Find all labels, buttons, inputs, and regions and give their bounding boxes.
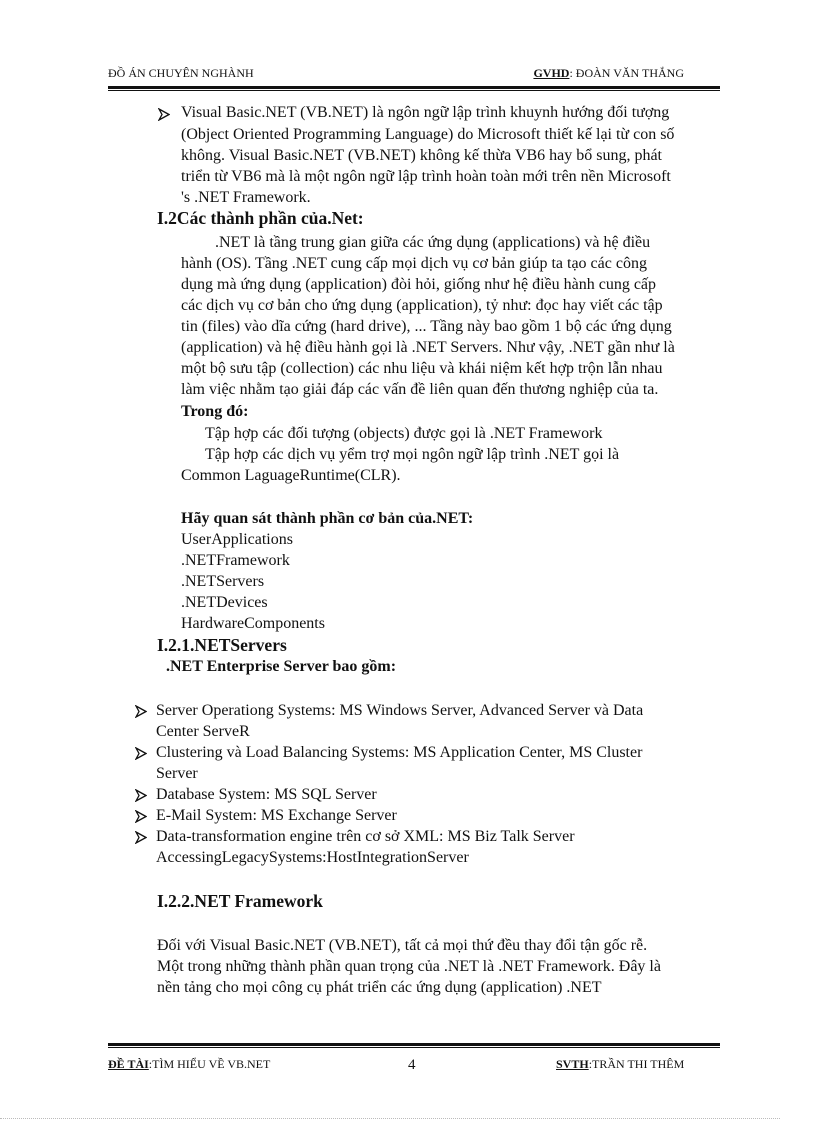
paragraph-line: dụng mà ứng dụng (application) đòi hỏi, giống như hệ điều hành cung cấp (181, 276, 657, 293)
trong-do-label: Trong đó: (181, 403, 249, 420)
header-project-title: ĐỒ ÁN CHUYÊN NGHÀNH (108, 66, 254, 80)
intro-line: 's .NET Framework. (181, 189, 311, 206)
page-number: 4 (408, 1057, 416, 1073)
footer-student-label: SVTH (556, 1057, 589, 1071)
trong-do-line: Common LaguageRuntime(CLR). (181, 467, 401, 484)
header-divider (108, 86, 720, 91)
footer-topic-label: ĐỀ TÀI (108, 1057, 149, 1071)
server-bullet-line: AccessingLegacySystems:HostIntegrationServer (156, 849, 469, 866)
server-bullet-line: Clustering và Load Balancing Systems: MS Application Center, MS Cluster (156, 744, 643, 761)
footer-student (556, 1057, 684, 1072)
server-bullet-line: E-Mail System: MS Exchange Server (156, 807, 397, 824)
arrowhead-bullet-icon (135, 705, 147, 718)
component-item: .NETServers (181, 573, 265, 590)
footer-divider (108, 1043, 720, 1048)
servers-subheading: .NET Enterprise Server bao gồm: (166, 658, 397, 675)
server-bullet-line: Server (156, 765, 198, 782)
server-bullet-line: Center ServeR (156, 723, 250, 740)
trong-do-line: Tập hợp các đối tượng (objects) được gọi là .NET Framework (205, 425, 603, 442)
framework-paragraph-line: Một trong những thành phần quan trọng của .NET là .NET Framework. Đây là (157, 958, 661, 975)
arrowhead-bullet-icon (135, 747, 147, 760)
page-edge-marker (0, 1118, 780, 1119)
server-bullet-line: Data-transformation engine trên cơ sở XML: MS Biz Talk Server (156, 828, 575, 845)
paragraph-line: .NET là tầng trung gian giữa các ứng dụng (applications) và hệ điều (215, 234, 651, 251)
framework-paragraph-line: nền tảng cho mọi công cụ phát triển các ứng dụng (application) .NET (157, 979, 602, 996)
trong-do-line: Tập hợp các dịch vụ yểm trợ mọi ngôn ngữ lập trình .NET gọi là (205, 446, 620, 463)
paragraph-line: các dịch vụ cơ bản cho ứng dụng (application), tỷ như: đọc hay viết các tập (181, 297, 663, 314)
footer-topic (108, 1057, 270, 1072)
observe-label: Hãy quan sát thành phần cơ bản của.NET: (181, 510, 474, 527)
section-heading-1-2: I.2Các thành phần của.Net: (157, 208, 364, 228)
footer-student-name: :TRẦN THI THÊM (588, 1057, 685, 1071)
arrowhead-bullet-icon (158, 108, 170, 121)
paragraph-line: (application) và hệ điều hành gọi là .NET Servers. Như vậy, .NET gần như là (181, 339, 675, 356)
paragraph-line: hành (OS). Tầng .NET cung cấp mọi dịch vụ cơ bản giúp ta tạo các công (181, 255, 647, 272)
component-item: UserApplications (181, 531, 293, 548)
header-supervisor (533, 66, 684, 81)
header-supervisor-name: : ĐOÀN VĂN THẮNG (569, 66, 684, 80)
paragraph-line: tin (files) vào dĩa cứng (hard drive), ... Tầng này bao gồm 1 bộ các ứng dụng (181, 318, 672, 335)
arrowhead-bullet-icon (135, 810, 147, 823)
section-heading-1-2-2: I.2.2.NET Framework (157, 891, 323, 911)
header-supervisor-label: GVHD (533, 66, 570, 80)
framework-paragraph-line: Đối với Visual Basic.NET (VB.NET), tất cả mọi thứ đều thay đổi tận gốc rễ. (157, 937, 648, 954)
section-heading-1-2-1: I.2.1.NETServers (157, 635, 287, 655)
footer-topic-value: :TÌM HIỂU VỀ VB.NET (148, 1057, 271, 1071)
component-item: .NETFramework (181, 552, 290, 569)
intro-line: Visual Basic.NET (VB.NET) là ngôn ngữ lập trình khuynh hướng đối tượng (181, 104, 670, 121)
paragraph-line: làm việc nhằm tạo giải đáp các vấn đề liên quan đến thương nghiệp của ta. (181, 381, 659, 398)
server-bullet-line: Database System: MS SQL Server (156, 786, 377, 803)
arrowhead-bullet-icon (135, 831, 147, 844)
intro-line: triển từ VB6 mà là một ngôn ngữ lập trình hoàn toàn mới trên nền Microsoft (181, 168, 671, 185)
intro-line: (Object Oriented Programming Language) do Microsoft thiết kế lại từ con số (181, 126, 675, 143)
intro-line: không. Visual Basic.NET (VB.NET) không kế thừa VB6 hay bổ sung, phát (181, 147, 662, 164)
component-item: HardwareComponents (181, 615, 325, 632)
component-item: .NETDevices (181, 594, 268, 611)
server-bullet-line: Server Operationg Systems: MS Windows Server, Advanced Server và Data (156, 702, 644, 719)
arrowhead-bullet-icon (135, 789, 147, 802)
paragraph-line: một bộ sưu tập (collection) các nhu liệu và khái niệm kết hợp trộn lẫn nhau (181, 360, 663, 377)
